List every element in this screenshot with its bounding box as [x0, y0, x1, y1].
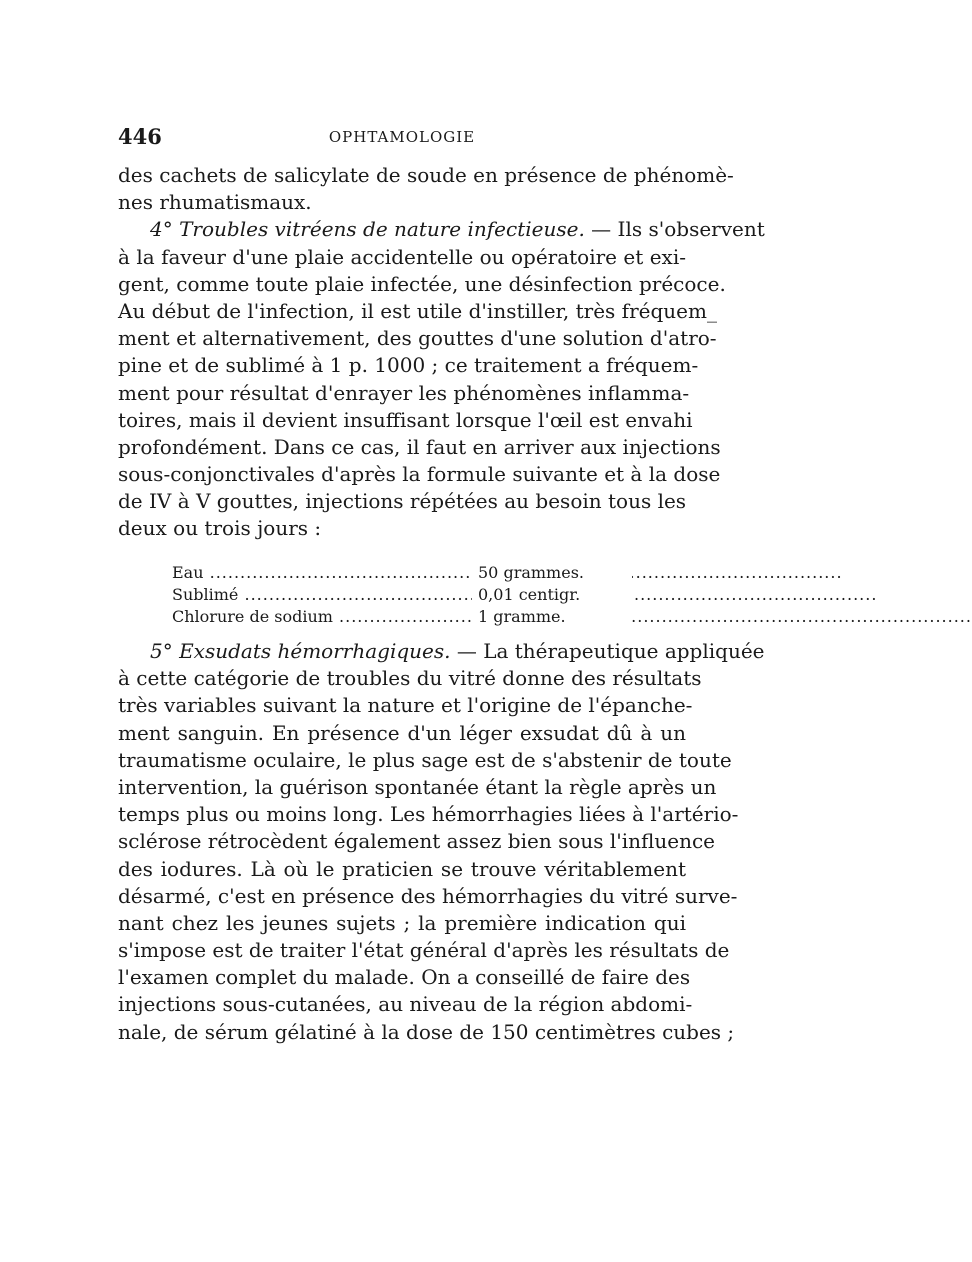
text-line: deux ou trois jours :	[118, 516, 322, 541]
text-line: profondément. Dans ce cas, il faut en arriver aux injections	[118, 434, 721, 459]
text-line: nes rhumatismaux.	[118, 190, 312, 215]
body-text-top	[118, 162, 765, 543]
text-line: traumatisme oculaire, le plus sage est de s'abstenir de toute	[118, 747, 732, 772]
formula-row	[172, 606, 626, 628]
section-heading-line	[118, 638, 765, 665]
text-line: intervention, la guérison spontanée étant la règle après un	[118, 774, 717, 799]
ingredient-quantity: 0,01 centigr.	[472, 584, 632, 606]
text-line: désarmé, c'est en présence des hémorrhagies du vitré surve-	[118, 883, 738, 908]
text-line: sclérose rétrocèdent également assez bien sous l'influence	[118, 829, 716, 854]
text-line: s'impose est de traiter l'état général d'après les résultats de	[118, 938, 730, 963]
text-line: des cachets de salicylate de soude en présence de phénomè-	[118, 163, 734, 187]
page-number: 446	[118, 124, 162, 149]
text-line: à la faveur d'une plaie accidentelle ou opératoire et exi-	[118, 244, 686, 269]
text-line: Au début de l'infection, il est utile d'instiller, très fréquem_	[118, 298, 717, 323]
body-text-bottom	[118, 638, 765, 1046]
formula-row	[172, 584, 626, 606]
text-line: très variables suivant la nature et l'origine de l'épanche-	[118, 693, 693, 718]
text-line: sous-conjonctivales d'après la formule suivante et à la dose	[118, 462, 721, 487]
ingredient-name: Eau .....	[172, 562, 472, 584]
text-line: nant chez les jeunes sujets ; la première indication qui	[118, 910, 686, 935]
text-line: pine et de sublimé à 1 p. 1000 ; ce traitement a fréquem-	[118, 353, 699, 378]
text-fragment: — La thérapeutique appliquée	[450, 639, 765, 663]
text-line: des iodures. Là où le praticien se trouve véritablement	[118, 856, 686, 881]
text-line: ment sanguin. En présence d'un léger exsudat dû à un	[118, 720, 686, 745]
prescription-formula	[172, 562, 626, 628]
text-line: nale, de sérum gélatiné à la dose de 150 centimètres cubes ;	[118, 1019, 735, 1044]
section-heading: 5° Exsudats hémorrhagiques.	[150, 639, 451, 663]
text-line: gent, comme toute plaie infectée, une désinfection précoce.	[118, 271, 726, 296]
text-line: l'examen complet du malade. On a conseillé de faire des	[118, 965, 691, 990]
text-line: à cette catégorie de troubles du vitré donne des résultats	[118, 666, 702, 691]
text-line: temps plus ou moins long. Les hémorrhagies liées à l'artério-	[118, 802, 739, 827]
section-heading-line	[118, 216, 765, 243]
text-line: ment et alternativement, des gouttes d'une solution d'atro-	[118, 326, 717, 351]
section-heading: 4° Troubles vitréens de nature infectieuse.	[150, 217, 585, 242]
ingredient-name: Chlorure de sodium .....	[172, 606, 472, 628]
text-line: injections sous-cutanées, au niveau de la région abdomi-	[118, 992, 693, 1017]
formula-row	[172, 562, 626, 584]
text-line: toires, mais il devient insuffisant lorsque l'œil est envahi	[118, 407, 693, 432]
ingredient-name: Sublimé .....	[172, 584, 472, 606]
text-line: ment pour résultat d'enrayer les phénomènes inflamma-	[118, 380, 690, 405]
page-header	[118, 124, 686, 148]
ingredient-quantity: 50 grammes.	[472, 562, 632, 584]
text-line: de IV à V gouttes, injections répétées au besoin tous les	[118, 489, 687, 514]
text-fragment: — Ils s'observent	[584, 217, 765, 242]
ingredient-quantity: 1 gramme.	[472, 606, 632, 628]
running-head: OPHTAMOLOGIE	[328, 128, 476, 146]
